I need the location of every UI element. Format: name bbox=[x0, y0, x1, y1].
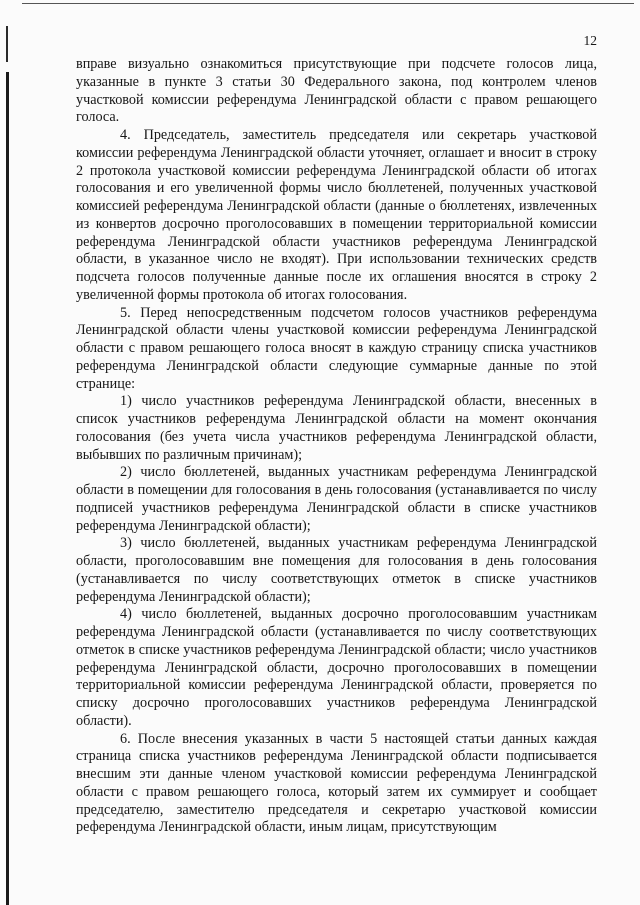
scan-top-border bbox=[22, 3, 634, 4]
paragraph-item-5: 5. Перед непосредственным подсчетом голосов участников референдума Ленинградской области члены участковой комиссии референдума Ленинградской области с правом решающего голоса вносят в каждую страницу списка участников референдума Ленинградской области следующие суммарные данные по этой странице: bbox=[76, 304, 597, 392]
paragraph-item-4: 4. Председатель, заместитель председателя или секретарь участковой комиссии референдума Ленинградской области уточняет, оглашает и вносит в строку 2 протокола участковой комиссии референдума Ленинградской области об итогах голосования и его увеличенной формы число бюллетеней, полученных участковой комиссией референдума Ленинградской области (данные о бюллетенях, извлеченных из конвертов досрочно проголосовавших в помещении территориальной комиссии референдума Ленинградской области участников референдума Ленинградской области, в указанное число не входят). При использовании технических средств подсчета голосов полученные данные после их оглашения вносятся в строку 2 увеличенной формы протокола об итогах голосования. bbox=[76, 127, 597, 303]
subitem-4: 4) число бюллетеней, выданных досрочно проголосовавшим участникам референдума Ленинградской области (устанавливается по числу соответствующих отметок в списке участников референдума Ленинградской области; число участников референдума Ленинградской области, досрочно проголосовавших в помещении территориальной комиссии референдума Ленинградской области, проверяется по списку досрочно проголосовавших участников референдума Ленинградской области). bbox=[76, 606, 597, 729]
page-number: 12 bbox=[583, 33, 597, 48]
subitem-1: 1) число участников референдума Ленинградской области, внесенных в список участников референдума Ленинградской области на момент окончания голосования (без учета числа участников референдума Ленинградской области, выбывших по различным причинам); bbox=[76, 393, 597, 463]
subitem-3: 3) число бюллетеней, выданных участникам референдума Ленинградской области, проголосовавшим вне помещения для голосования в день голосования (устанавливается по числу соответствующих отметок в списке участников референдума Ленинградской области); bbox=[76, 535, 597, 605]
paragraph-continuation: вправе визуально ознакомиться присутствующие при подсчете голосов лица, указанные в пункте 3 статьи 30 Федерального закона, под контролем членов участковой комиссии референдума Ленинградской области с правом решающего голоса. bbox=[76, 56, 597, 126]
document-body bbox=[76, 56, 597, 837]
scan-left-edge-upper bbox=[6, 26, 8, 62]
paragraph-item-6: 6. После внесения указанных в части 5 настоящей статьи данных каждая страница списка участников референдума Ленинградской области подписывается внесшим эти данные членом участковой комиссии референдума Ленинградской области с правом решающего голоса, который затем их суммирует и сообщает председателю, заместителю председателя и секретарю участковой комиссии референдума Ленинградской области, иным лицам, присутствующим bbox=[76, 730, 597, 836]
scan-left-edge bbox=[6, 72, 9, 905]
subitem-2: 2) число бюллетеней, выданных участникам референдума Ленинградской области в помещении для голосования в день голосования (устанавливается по числу подписей участников референдума Ленинградской области в списке участников референдума Ленинградской области); bbox=[76, 464, 597, 534]
